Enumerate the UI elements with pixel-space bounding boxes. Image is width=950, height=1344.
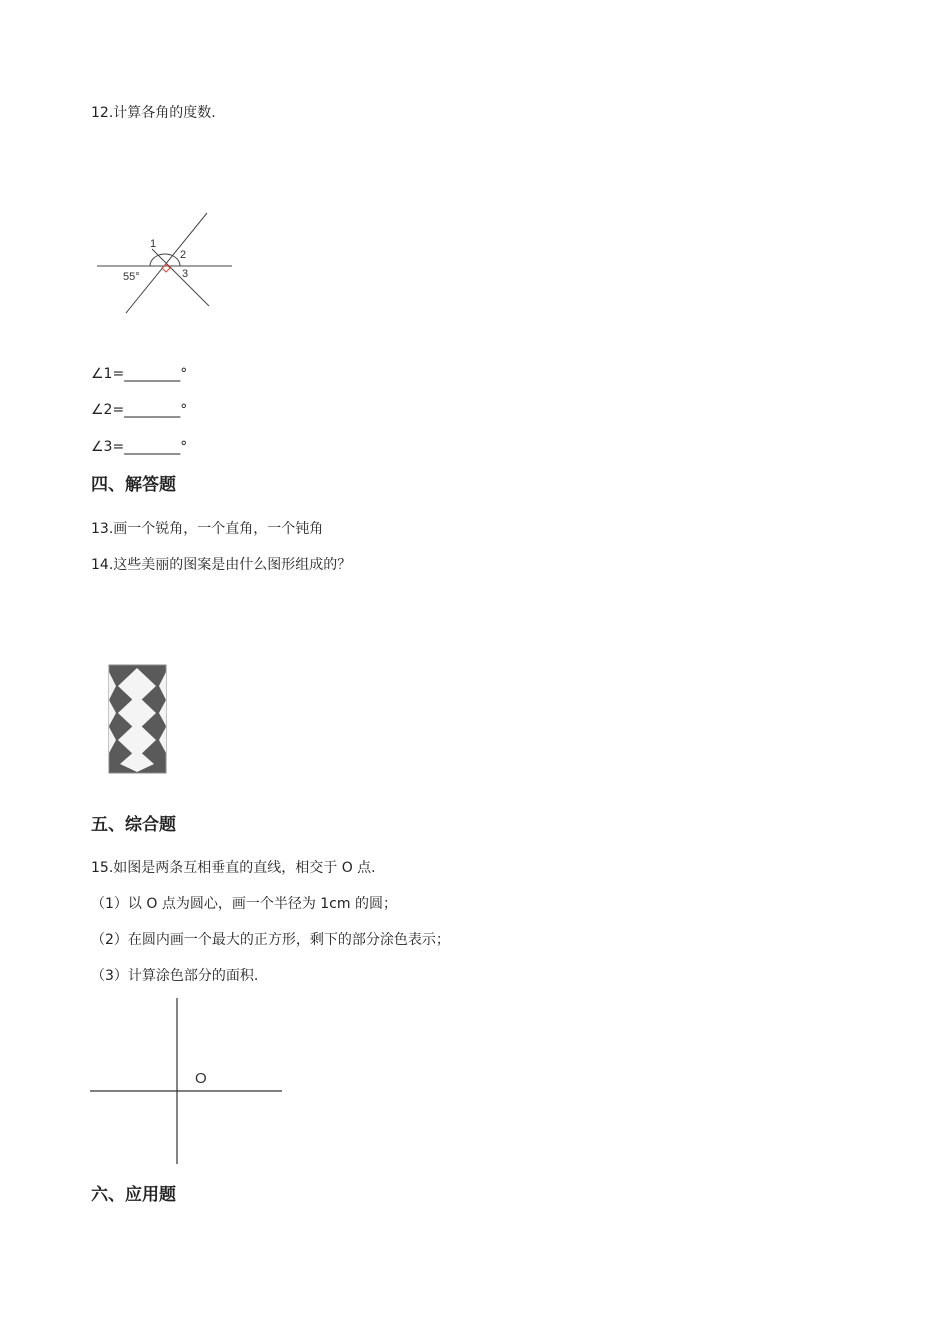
question-12-text: 12.计算各角的度数. xyxy=(91,105,216,121)
angle-1-label: 1 xyxy=(150,238,157,250)
angle-figure xyxy=(90,205,240,317)
pattern-image xyxy=(108,664,168,775)
question-15-sub-2: （2）在圆内画一个最大的正方形，剩下的部分涂色表示； xyxy=(91,932,450,948)
question-15-sub-3: （3）计算涂色部分的面积. xyxy=(91,968,259,984)
answer-angle-3: ∠3=________° xyxy=(91,439,188,455)
section-6-heading: 六、应用题 xyxy=(91,1185,176,1205)
question-14-text: 14.这些美丽的图案是由什么图形组成的？ xyxy=(91,557,352,573)
angle-2-label: 2 xyxy=(180,249,187,261)
point-o-label: O xyxy=(195,1070,207,1087)
perpendicular-lines-figure xyxy=(88,996,284,1166)
question-13-text: 13.画一个锐角，一个直角，一个钝角 xyxy=(91,521,324,537)
answer-angle-1: ∠1=________° xyxy=(91,366,188,382)
angle-55-label: 55° xyxy=(123,271,140,283)
answer-angle-2: ∠2=________° xyxy=(91,402,188,418)
section-5-heading: 五、综合题 xyxy=(91,815,176,835)
question-15-sub-1: （1）以 O 点为圆心，画一个半径为 1cm 的圆； xyxy=(91,896,397,912)
question-15-text: 15.如图是两条互相垂直的直线，相交于 O 点. xyxy=(91,860,376,876)
section-4-heading: 四、解答题 xyxy=(91,475,176,495)
angle-3-label: 3 xyxy=(182,268,189,280)
